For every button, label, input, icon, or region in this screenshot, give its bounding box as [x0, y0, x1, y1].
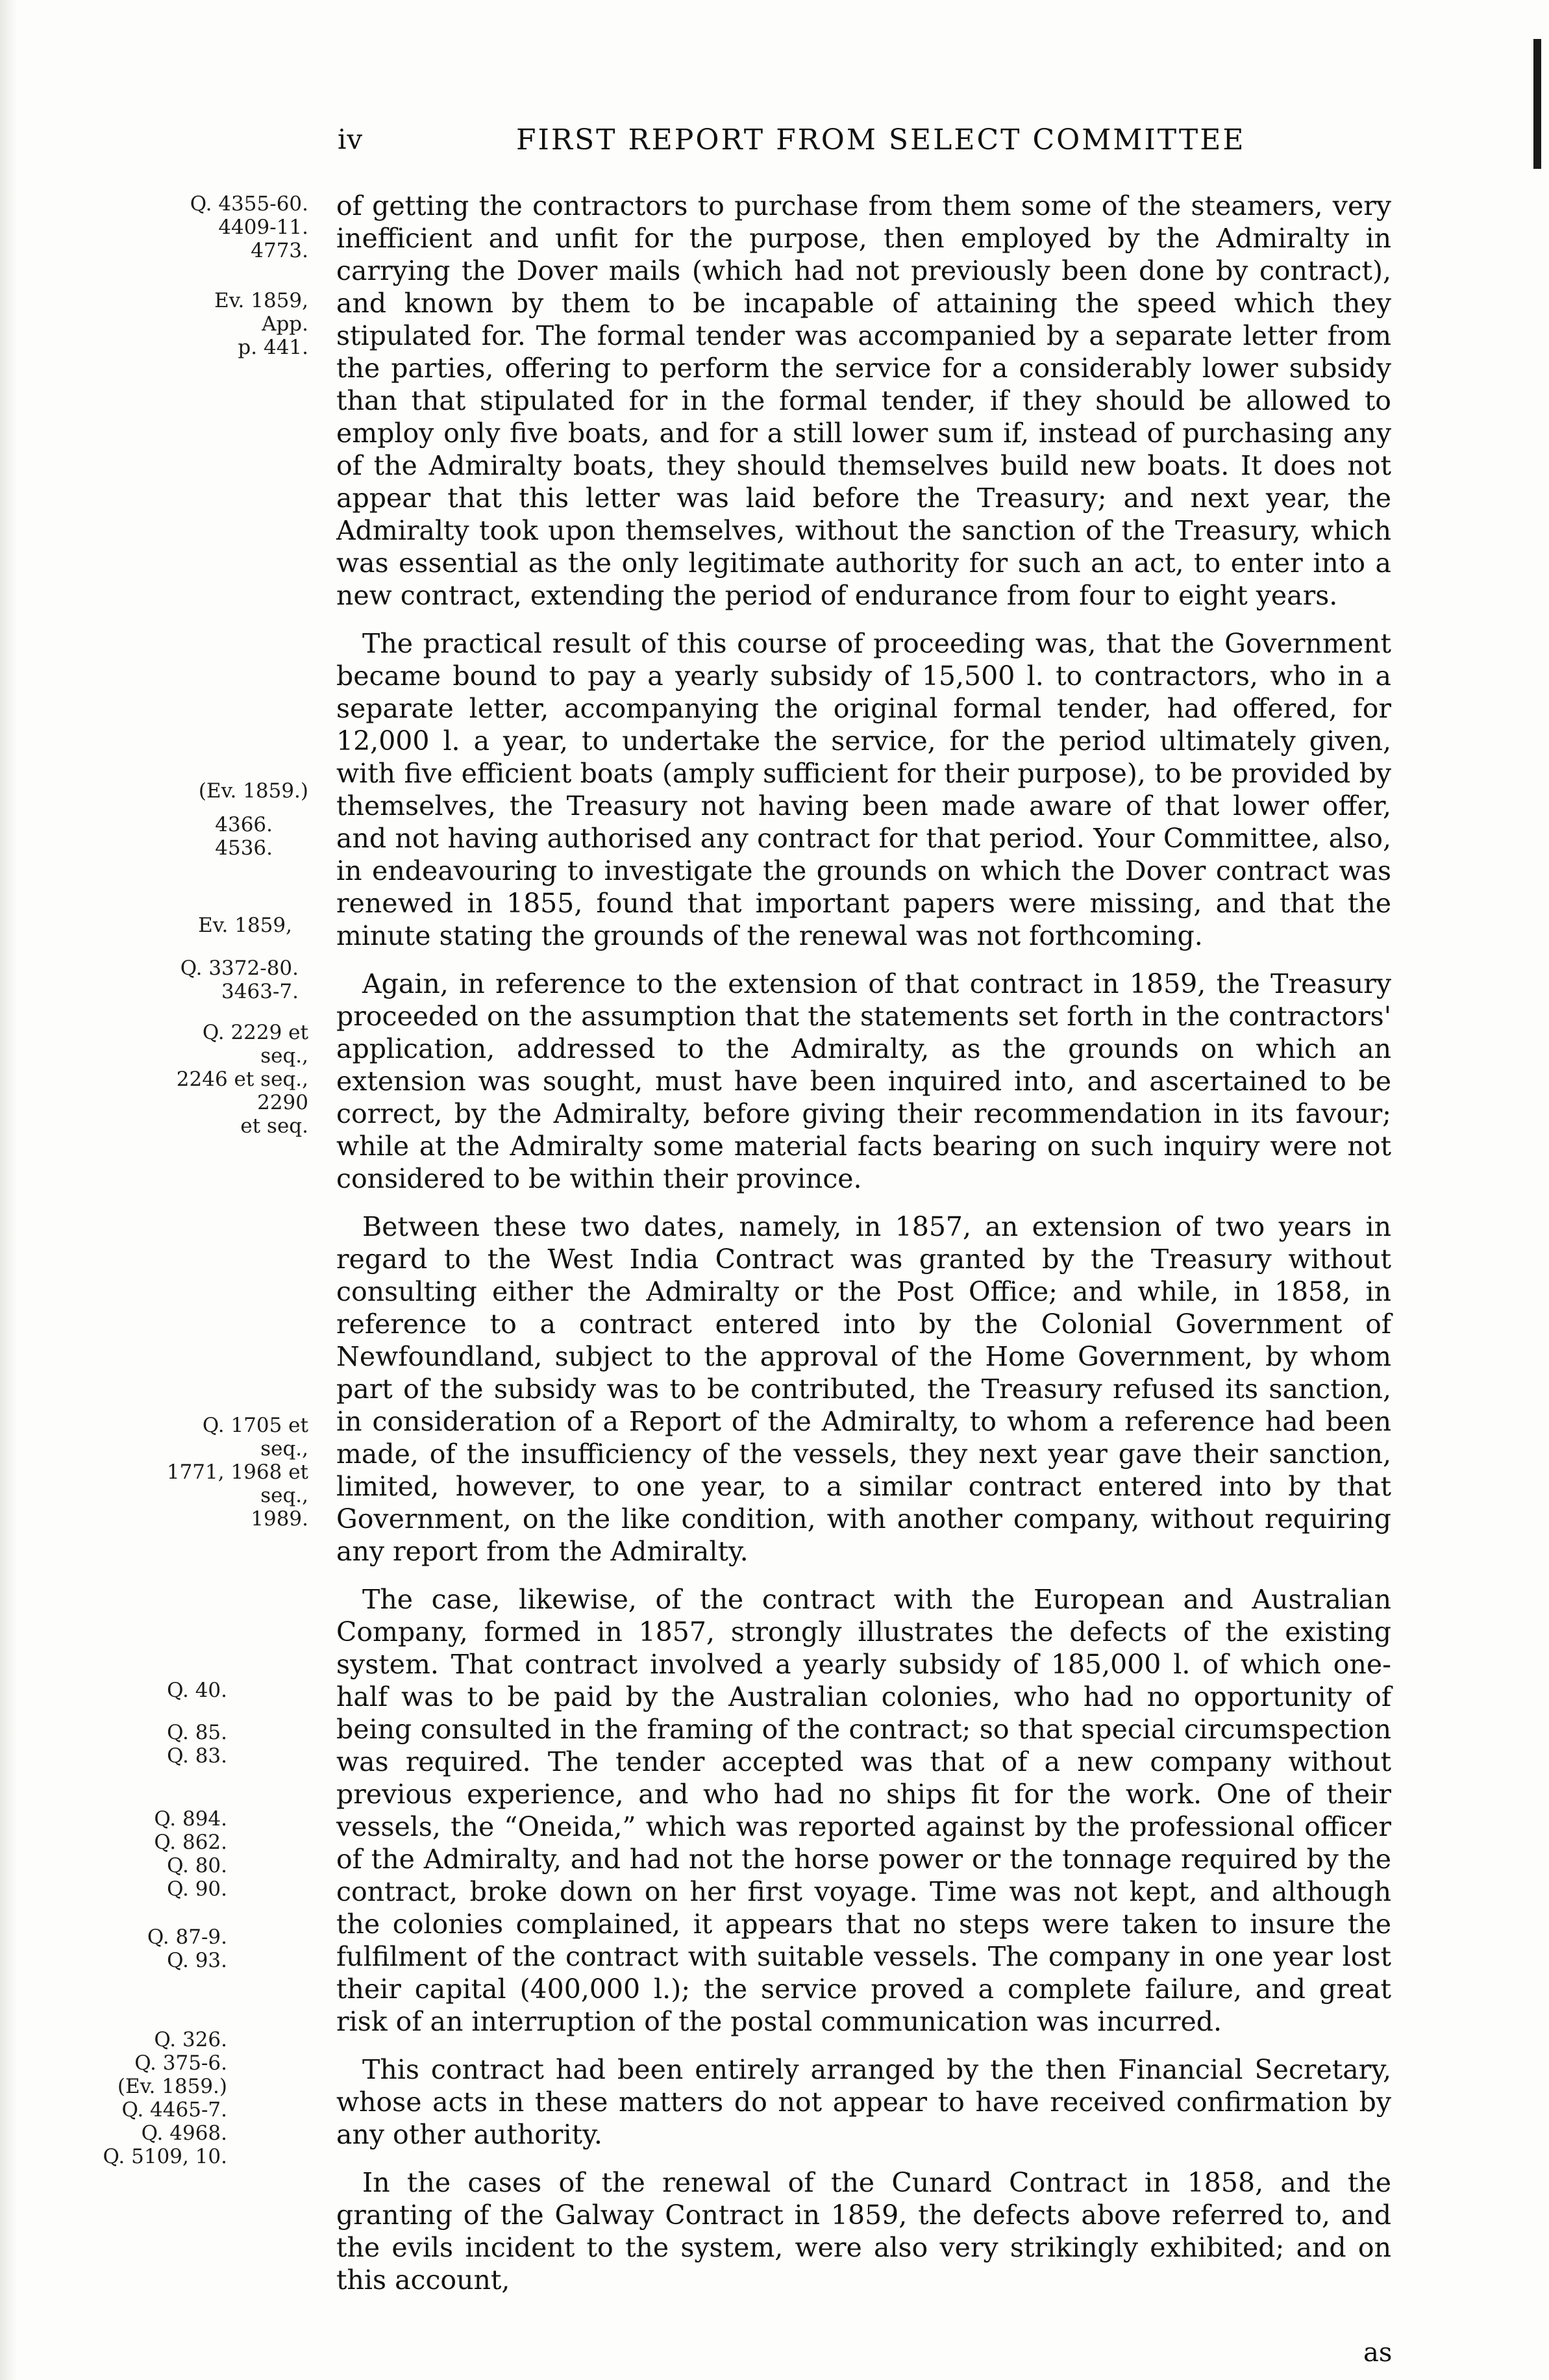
sidenote: [84, 1721, 227, 1768]
sidenote-line: Q. 80.: [167, 1854, 227, 1877]
running-title: FIRST REPORT FROM SELECT COMMITTEE: [516, 123, 1246, 157]
sidenote-line: 1771, 1968 et seq.,: [166, 1460, 308, 1507]
sidenote: [166, 779, 308, 803]
sidenote-line: Q. 862.: [154, 1831, 227, 1854]
sidenote: [166, 1414, 308, 1531]
sidenote-line: Q. 83.: [167, 1744, 227, 1768]
sidenote-line: p. 441.: [238, 336, 308, 359]
sidenote-line: (Ev. 1859.): [198, 779, 308, 803]
sidenote-line: Q. 93.: [167, 1949, 227, 1972]
sidenote-line: Q. 85.: [167, 1721, 227, 1744]
sidenote: [84, 2028, 227, 2168]
sidenote: [166, 1021, 308, 1138]
paragraph: In the cases of the renewal of the Cunard Contract in 1858, and the granting of the Galway Contract in 1859, the defects above referred to, and the evils incident to the system, were also very strikingly exhibited; and on this account,: [336, 2167, 1391, 2296]
paragraph: This contract had been entirely arranged by the then Financial Secretary, whose acts in these matters do not appear to have received confirmation by any other authority.: [336, 2054, 1391, 2150]
sidenote-line: Ev. 1859, App.: [214, 289, 308, 336]
sidenote-line: 3463-7.: [221, 980, 299, 1003]
sidenote-line: 4409-11. 4773.: [218, 216, 308, 262]
sidenote-line: Q. 375-6.: [134, 2051, 227, 2075]
sidenote: [84, 1925, 227, 1972]
sidenote-line: Q. 2229 et seq.,: [202, 1021, 308, 1068]
sidenote-line: Q. 4465-7.: [121, 2098, 227, 2122]
sidenote-line: 1989.: [251, 1507, 308, 1531]
page-header: [338, 123, 1272, 169]
sidenote: [84, 1807, 227, 1901]
sidenote: [166, 192, 308, 262]
sidenote: [84, 1679, 227, 1702]
sidenote-line: Q. 894.: [154, 1807, 227, 1831]
sidenote-line: Q. 5109, 10.: [103, 2145, 227, 2168]
sidenote-line: et seq.: [240, 1114, 308, 1138]
page-edge-shadow: [0, 0, 17, 2380]
sidenote-line: 4536.: [215, 836, 273, 860]
paragraph: The practical result of this course of proceeding was, that the Government became bound to pay a yearly subsidy of 15,500 l. to contractors, who in a separate letter, accompanying the original formal tender, had offered, for 12,000 l. a year, to undertake the service, for the period ultimately given, with five efficient boats (amply sufficient for their purpose), to be provided by themselves, the Treasury not having been made aware of that lower offer, and not having authorised any contract for that period. Your Committee, also, in endeavouring to investigate the grounds on which the Dover contract was renewed in 1855, found that important papers were missing, and that the minute stating the grounds of the renewal was not forthcoming.: [336, 628, 1391, 951]
page-number: iv: [338, 123, 364, 155]
sidenote-line: Q. 87-9.: [147, 1925, 227, 1949]
paragraph: of getting the contractors to purchase from them some of the steamers, very inefficient and unfit for the purpose, then employed by the Admiralty in carrying the Dover mails (which had not previously been done by contract), and known by them to be incapable of attaining the speed which they stipulated for. The formal tender was accompanied by a separate letter from the parties, offering to perform the service for a considerably lower subsidy than that stipulated for in the formal tender, if they should be allowed to employ only five boats, and for a still lower sum if, instead of purchasing any of the Admiralty boats, they should themselves build new boats. It does not appear that this letter was laid before the Treasury; and next year, the Admiralty took upon themselves, without the sanction of the Treasury, which was essential as the only legitimate authority for such an act, to enter into a new contract, extending the period of endurance from four to eight years.: [336, 190, 1391, 611]
sidenote-line: Q. 326.: [154, 2028, 227, 2051]
catchword: as: [1363, 2338, 1393, 2368]
sidenote: [166, 289, 308, 359]
sidenote-line: Q. 40.: [167, 1679, 227, 1702]
sidenote-line: Q. 4968.: [141, 2122, 227, 2145]
sidenote-line: Q. 1705 et seq.,: [202, 1414, 308, 1460]
sidenote: [156, 957, 299, 1003]
paragraph: Again, in reference to the extension of that contract in 1859, the Treasury proceeded on the assumption that the statements set forth in the contractors' application, addressed to the Admiralty, as the grounds on which an extension was sought, must have been inquired into, and ascertained to be correct, by the Admiralty, before giving their recommendation in its favour; while at the Admiralty some material facts bearing on such inquiry were not considered to be within their province.: [336, 968, 1391, 1194]
sidenote-line: (Ev. 1859.): [117, 2075, 227, 2098]
sidenote: [149, 914, 292, 937]
sidenote-line: 4366.: [215, 813, 273, 836]
sidenote-line: Q. 3372-80.: [180, 957, 299, 980]
sidenote: [130, 813, 273, 860]
sidenote-line: Q. 4355-60.: [190, 192, 308, 216]
paragraph: The case, likewise, of the contract with the European and Australian Company, formed in 1857, strongly illustrates the defects of the existing system. That contract involved a yearly subsidy of 185,000 l. of which one-half was to be paid by the Australian colonies, who had no opportunity of being consulted in the framing of the contract; so that special circumspection was required. The tender accepted was that of a new company without previous experience, and who had no ships fit for the work. One of their vessels, the “Oneida,” which was reported against by the professional officer of the Admiralty, and had not the horse power or the tonnage required by the contract, broke down on her first voyage. Time was not kept, and although the colonies complained, it appears that no steps were taken to insure the fulfilment of the contract with suitable vessels. The company in one year lost their capital (400,000 l.); the service proved a complete failure, and great risk of an interruption of the postal communication was incurred.: [336, 1584, 1391, 2037]
paragraph: Between these two dates, namely, in 1857, an extension of two years in regard to the West India Contract was granted by the Treasury without consulting either the Admiralty or the Post Office; and while, in 1858, in reference to a contract entered into by the Colonial Government of Newfoundland, subject to the approval of the Home Government, by whom part of the subsidy was to be contributed, the Treasury refused its sanction, in consideration of a Report of the Admiralty, to whom a reference had been made, of the insufficiency of the vessels, they next year gave their sanction, limited, however, to one year, to a similar contract entered into by that Government, on the like condition, with another company, without requiring any report from the Admiralty.: [336, 1211, 1391, 1567]
sidenote-line: 2246 et seq., 2290: [176, 1068, 308, 1114]
scan-edge-mark: [1533, 39, 1541, 169]
report-body: [336, 190, 1391, 2296]
sidenote-line: Q. 90.: [167, 1877, 227, 1901]
sidenote-line: Ev. 1859,: [198, 914, 292, 937]
